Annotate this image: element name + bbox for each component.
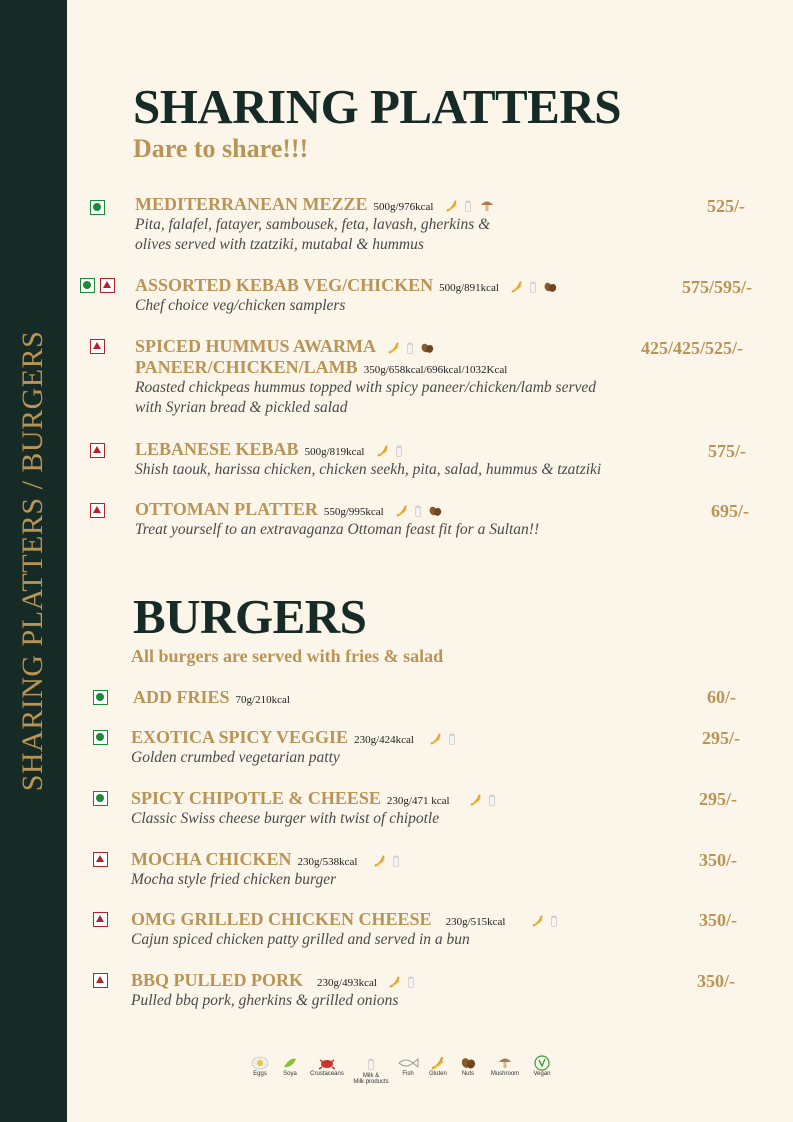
item-description: Cajun spiced chicken patty grilled and served in a bun xyxy=(131,931,470,949)
gluten-icon xyxy=(445,199,459,213)
item-kcal: 230g/424kcal xyxy=(354,734,414,746)
legend-label: Milk & xyxy=(362,1073,380,1079)
item-name: MEDITERRANEAN MEZZE xyxy=(135,194,368,214)
legend-label: Gluten xyxy=(429,1071,447,1077)
item-kcal: 350g/658kcal/696kcal/1032Kcal xyxy=(363,364,508,377)
menu-item xyxy=(131,909,563,950)
item-price: 350/- xyxy=(699,850,737,870)
item-kcal: 230g/538kcal xyxy=(297,856,358,868)
milk-icon xyxy=(527,278,539,296)
item-price: 295/- xyxy=(699,789,737,809)
milk-icon xyxy=(462,197,474,215)
eggs-icon xyxy=(251,1055,269,1071)
crab-icon xyxy=(317,1055,337,1071)
item-price: 350/- xyxy=(699,910,737,930)
sharing-title: SHARING PLATTERS xyxy=(133,79,622,134)
nuts-icon xyxy=(460,1055,476,1071)
allergen-icons xyxy=(510,277,561,297)
gluten-icon xyxy=(469,793,483,807)
item-description: Roasted chickpeas hummus topped with spicy paneer/chicken/lamb served xyxy=(135,379,597,397)
burgers-subtitle: All burgers are served with fries & salad xyxy=(131,646,444,666)
menu-item xyxy=(131,788,501,829)
allergen-icons xyxy=(376,441,408,461)
legend-label: Mushroom xyxy=(490,1071,520,1077)
item-description: Classic Swiss cheese burger with twist of chipotle xyxy=(131,810,440,828)
nonveg-marker-icon xyxy=(93,912,108,927)
item-kcal: 550g/995kcal xyxy=(323,506,384,518)
allergen-icons xyxy=(531,911,563,931)
item-kcal: 500g/891kcal xyxy=(439,282,499,294)
legend-gluten xyxy=(426,1055,450,1085)
item-description: Pulled bbq pork, gherkins & grilled onions xyxy=(131,992,399,1010)
sidebar-title: SHARING PLATTERS / BURGERS xyxy=(16,330,49,792)
item-kcal: 500g/819kcal xyxy=(304,446,365,458)
milk-icon xyxy=(393,442,405,460)
nonveg-marker-icon xyxy=(90,443,105,458)
item-description: Golden crumbed vegetarian patty xyxy=(131,749,340,767)
milk-icon xyxy=(365,1055,377,1073)
mushroom-icon xyxy=(495,1055,515,1071)
allergen-icons xyxy=(388,972,420,992)
item-description: Shish taouk, harissa chicken, chicken seekh, pita, salad, hummus & tzatziki xyxy=(135,461,602,479)
gluten-icon xyxy=(387,341,401,355)
item-price: 425/425/525/- xyxy=(641,338,743,358)
item-kcal: 230g/471 kcal xyxy=(386,795,450,807)
legend-milk xyxy=(352,1055,390,1085)
gluten-icon xyxy=(373,854,387,868)
gluten-icon xyxy=(430,1055,446,1071)
legend-mushroom xyxy=(486,1055,524,1085)
menu-item xyxy=(131,727,461,768)
item-kcal: 230g/515kcal xyxy=(445,916,506,928)
milk-icon xyxy=(405,973,417,991)
legend-label: Eggs xyxy=(253,1071,267,1077)
legend-eggs xyxy=(248,1055,272,1085)
nuts-icon xyxy=(542,280,558,294)
menu-item xyxy=(131,849,405,890)
gluten-icon xyxy=(429,732,443,746)
legend-vegan xyxy=(530,1055,554,1085)
milk-icon xyxy=(390,852,402,870)
allergen-icons xyxy=(469,790,501,810)
legend-label: Crustaceans xyxy=(310,1071,344,1077)
veg-marker-icon xyxy=(93,730,108,745)
nonveg-marker-icon xyxy=(93,852,108,867)
item-name: LEBANESE KEBAB xyxy=(135,439,299,459)
gluten-icon xyxy=(395,504,409,518)
item-name: SPICY CHIPOTLE & CHEESE xyxy=(131,788,381,808)
gluten-icon xyxy=(510,280,524,294)
legend-label: Fish xyxy=(402,1071,414,1077)
sharing-subtitle: Dare to share!!! xyxy=(133,134,309,163)
item-description: Chef choice veg/chicken samplers xyxy=(135,297,346,315)
item-kcal: 230g/493kcal xyxy=(317,977,377,989)
burgers-title: BURGERS xyxy=(133,589,367,644)
item-price: 525/- xyxy=(707,196,745,216)
legend-crustaceans xyxy=(308,1055,346,1085)
legend-label: Soya xyxy=(283,1071,297,1077)
milk-icon xyxy=(548,912,560,930)
veg-marker-icon xyxy=(80,278,95,293)
legend-label: Nuts xyxy=(461,1071,475,1077)
allergen-legend xyxy=(248,1055,554,1085)
item-kcal: 500g/976kcal xyxy=(373,201,434,213)
item-name: MOCHA CHICKEN xyxy=(131,849,292,869)
veg-marker-icon xyxy=(90,200,105,215)
item-kcal: 70g/210kcal xyxy=(235,694,290,706)
allergen-icons xyxy=(387,338,438,358)
item-name: SPICED HUMMUS AWARMA xyxy=(135,336,377,356)
item-description: Mocha style fried chicken burger xyxy=(131,871,337,889)
item-price: 695/- xyxy=(711,501,749,521)
item-name: OTTOMAN PLATTER xyxy=(135,499,318,519)
milk-icon xyxy=(486,791,498,809)
item-name: BBQ PULLED PORK xyxy=(131,970,304,990)
gluten-icon xyxy=(388,975,402,989)
nonveg-marker-icon xyxy=(100,278,115,293)
item-price: 575/- xyxy=(708,441,746,461)
menu-item xyxy=(135,336,596,418)
item-name: ASSORTED KEBAB VEG/CHICKEN xyxy=(135,275,434,295)
nonveg-marker-icon xyxy=(90,503,105,518)
allergen-icons xyxy=(395,501,446,521)
menu-item xyxy=(133,687,290,708)
menu-item xyxy=(135,439,601,480)
nuts-icon xyxy=(419,341,435,355)
gluten-icon xyxy=(531,914,545,928)
gluten-icon xyxy=(376,444,390,458)
item-price: 575/595/- xyxy=(682,277,752,297)
legend-nuts xyxy=(456,1055,480,1085)
soya-icon xyxy=(281,1055,299,1071)
fish-icon xyxy=(397,1055,419,1071)
item-name-line2: PANEER/CHICKEN/LAMB xyxy=(135,357,358,378)
legend-fish xyxy=(396,1055,420,1085)
menu-item xyxy=(135,499,539,540)
item-name: EXOTICA SPICY VEGGIE xyxy=(131,727,349,747)
item-name: OMG GRILLED CHICKEN CHEESE xyxy=(131,909,432,929)
menu-item xyxy=(135,275,561,316)
allergen-icons xyxy=(445,196,500,216)
item-price: 60/- xyxy=(707,687,736,707)
sidebar xyxy=(0,0,67,1122)
vegan-icon xyxy=(534,1055,550,1071)
legend-soya xyxy=(278,1055,302,1085)
item-description: olives served with tzatziki, mutabal & hummus xyxy=(135,236,424,254)
item-price: 350/- xyxy=(697,971,735,991)
item-name: ADD FRIES xyxy=(133,687,230,707)
allergen-icons xyxy=(373,851,405,871)
milk-icon xyxy=(446,730,458,748)
legend-label: Vegan xyxy=(533,1071,551,1077)
allergen-icons xyxy=(429,729,461,749)
legend-label: Milk products xyxy=(353,1079,389,1085)
item-description: with Syrian bread & pickled salad xyxy=(135,399,348,417)
nuts-icon xyxy=(427,504,443,518)
item-price: 295/- xyxy=(702,728,740,748)
mushroom-icon xyxy=(477,198,497,214)
veg-marker-icon xyxy=(93,791,108,806)
milk-icon xyxy=(412,502,424,520)
item-description: Treat yourself to an extravaganza Ottoman feast fit for a Sultan!! xyxy=(135,521,540,539)
veg-marker-icon xyxy=(93,690,108,705)
milk-icon xyxy=(404,339,416,357)
menu-item xyxy=(135,194,500,255)
item-description: Pita, falafel, fatayer, sambousek, feta, lavash, gherkins & xyxy=(135,216,491,234)
nonveg-marker-icon xyxy=(90,339,105,354)
menu-item xyxy=(131,970,420,1011)
nonveg-marker-icon xyxy=(93,973,108,988)
